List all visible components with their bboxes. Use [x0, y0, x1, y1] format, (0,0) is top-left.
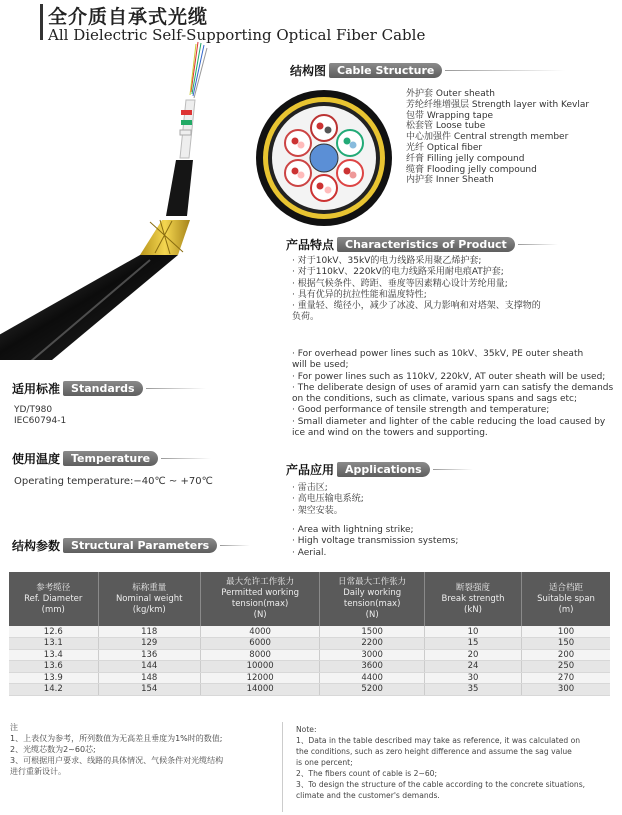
section-temperature: [12, 450, 211, 466]
part-outer-sheath: 外护套 Outer sheath: [406, 89, 495, 99]
table-cell: 20: [424, 649, 521, 661]
section-label-en: Standards: [63, 381, 143, 396]
list-item: · 高电压输电系统;: [292, 494, 364, 505]
inner-sheath: [166, 160, 193, 216]
table-cell: 4000: [200, 626, 319, 638]
title-accent-bar: [40, 4, 43, 40]
section-label-en: Structural Parameters: [63, 538, 217, 553]
col-permitted-tension: 最大允许工作张力 Permitted working tension(max) (N): [200, 572, 319, 626]
notes-heading: 注: [10, 723, 18, 732]
table-cell: 1500: [320, 626, 425, 638]
note-line: 2、光缆芯数为2~60芯;: [10, 745, 96, 754]
notes-divider: [282, 722, 283, 812]
standard-item: IEC60794-1: [14, 416, 67, 426]
page-title-cn: 全介质自承式光缆: [48, 6, 209, 28]
part-optical-fiber: 光纤 Optical fiber: [406, 142, 483, 153]
table-cell: 13.4: [9, 649, 98, 661]
page-title-en: All Dielectric Self-Supporting Optical Fiber Cable: [48, 26, 426, 44]
list-item: · High voltage transmission systems;: [292, 536, 459, 547]
list-item: 负荷。: [292, 312, 320, 323]
list-item: · For overhead power lines such as 10kV、35kV, PE outer sheath: [292, 349, 584, 359]
table-cell: 118: [98, 626, 200, 638]
table-cell: 270: [522, 672, 610, 684]
table-cell: 13.6: [9, 661, 98, 673]
table-row: [9, 638, 610, 650]
table-row: [9, 626, 610, 638]
section-label-cn: 结构参数: [12, 538, 61, 553]
table-cell: 30: [424, 672, 521, 684]
table-cell: 35: [424, 684, 521, 696]
section-label-cn: 结构图: [290, 63, 327, 78]
part-central-member: 中心加强件 Central strength member: [406, 132, 569, 143]
note-line: the conditions, such as zero height difference and assume the sag value: [296, 747, 572, 756]
standard-item: YD/T980: [14, 405, 53, 415]
table-cell: 3000: [320, 649, 425, 661]
list-item: · 重量轻、缆径小，减少了冰凌、风力影响和对塔架、支撑物的: [292, 301, 541, 312]
note-line: 进行重新设计。: [10, 767, 66, 776]
table-cell: 12000: [200, 672, 319, 684]
table-cell: 136: [98, 649, 200, 661]
table-cell: 13.1: [9, 638, 98, 650]
table-cell: 300: [522, 684, 610, 696]
list-item: · 具有优异的抗拉性能和温度特性;: [292, 289, 427, 300]
section-cable-structure: [290, 62, 565, 78]
list-item: · 对于110kV、220kV的电力线路采用耐电痕AT护套;: [292, 267, 504, 278]
table-cell: 13.9: [9, 672, 98, 684]
list-item: · Good performance of tensile strength and temperature;: [292, 405, 550, 416]
part-wrapping-tape: 包带 Wrapping tape: [406, 110, 494, 121]
section-label-en: Characteristics of Product: [337, 237, 515, 252]
applications-cn-list: [292, 483, 364, 517]
part-kevlar: 芳纶纤维增强层 Strength layer with Kevlar: [406, 99, 590, 110]
section-applications: [286, 461, 473, 477]
note-line: 3、可根据用户要求、线路的具体情况、气候条件对光缆结构: [10, 756, 224, 765]
notes-cn: [10, 722, 278, 777]
list-item: · For power lines such as 110kV, 220kV, AT outer sheath will be used;: [292, 371, 606, 382]
parameters-table: [9, 572, 610, 696]
section-characteristics: [286, 236, 558, 252]
section-label-en: Applications: [337, 462, 430, 477]
note-line: 3、To design the structure of the cable according to the concrete situations,: [296, 780, 586, 789]
table-cell: 150: [522, 638, 610, 650]
note-line: is one percent;: [296, 758, 353, 767]
list-item: · Small diameter and lighter of the cable reducing the load caused by: [292, 416, 606, 427]
note-line: climate and the customer's demands.: [296, 791, 440, 800]
list-item: · Aerial.: [292, 547, 327, 558]
col-weight: 标称重量 Nominal weight (kg/km): [98, 572, 200, 626]
table-row: [9, 672, 610, 684]
table-cell: 10000: [200, 661, 319, 673]
table-cell: 144: [98, 661, 200, 673]
table-cell: 14000: [200, 684, 319, 696]
note-line: 1、Data in the table described may take as reference, it was calculated on: [296, 736, 581, 745]
list-item: on the conditions, such as climate, various spans and sags etc;: [292, 394, 577, 405]
note-line: 1、上表仅为参考，所列数值为无高差且垂度为1%时的数值;: [10, 734, 223, 743]
notes-en: [296, 724, 616, 801]
table-header-row: [9, 572, 610, 626]
table-cell: 15: [424, 638, 521, 650]
list-item: ice and wind on the towers and supporting.: [292, 428, 488, 439]
table-cell: 100: [522, 626, 610, 638]
table-cell: 250: [522, 661, 610, 673]
col-break-strength: 断裂强度 Break strength (kN): [424, 572, 521, 626]
section-label-en: Cable Structure: [329, 63, 442, 78]
table-cell: 10: [424, 626, 521, 638]
central-strength-member: [310, 144, 338, 172]
standards-list: [14, 405, 66, 427]
outer-sheath: [0, 255, 178, 360]
characteristics-en-list: [292, 349, 613, 439]
table-cell: 148: [98, 672, 200, 684]
table-cell: 129: [98, 638, 200, 650]
table-cell: 24: [424, 661, 521, 673]
part-inner-sheath: 内护套 Inner Sheath: [406, 175, 494, 186]
table-cell: 6000: [200, 638, 319, 650]
table-cell: 200: [522, 649, 610, 661]
table-cell: 2200: [320, 638, 425, 650]
section-label-cn: 产品特点: [286, 237, 335, 252]
col-diameter: 参考缆径 Ref. Diameter (mm): [9, 572, 98, 626]
table-cell: 8000: [200, 649, 319, 661]
inner-tubes: [180, 100, 195, 158]
table-row: [9, 684, 610, 696]
list-item: · Area with lightning strike;: [292, 525, 414, 535]
col-daily-tension: 日常最大工作张力 Daily working tension(max) (N): [320, 572, 425, 626]
col-suitable-span: 适合档距 Suitable span (m): [522, 572, 610, 626]
list-item: will be used;: [292, 360, 349, 371]
table-row: [9, 661, 610, 673]
table-cell: 5200: [320, 684, 425, 696]
operating-temperature: Operating temperature:−40℃ ~ +70℃: [14, 476, 213, 487]
list-item: · The deliberate design of uses of aramid yarn can satisfy the demands: [292, 382, 614, 393]
part-flooding-jelly: 缆膏 Flooding jelly compound: [406, 164, 537, 175]
section-label-en: Temperature: [63, 451, 158, 466]
notes-heading: Note:: [296, 725, 317, 734]
list-item: · 雷击区;: [292, 483, 328, 493]
section-structural-parameters: [12, 537, 250, 553]
table-cell: 12.6: [9, 626, 98, 638]
cable-illustration: [0, 40, 250, 360]
section-label-cn: 使用温度: [12, 451, 61, 466]
table-cell: 3600: [320, 661, 425, 673]
section-label-cn: 适用标准: [12, 381, 61, 396]
list-item: · 根据气候条件、跨距、垂度等因素精心设计芳纶用量;: [292, 278, 508, 289]
characteristics-cn-list: [292, 256, 541, 324]
table-row: [9, 649, 610, 661]
structure-parts-list: [406, 89, 589, 186]
table-cell: 4400: [320, 672, 425, 684]
section-label-cn: 产品应用: [286, 462, 335, 477]
applications-en-list: [292, 525, 458, 559]
list-item: · 架空安装。: [292, 505, 343, 516]
fibers: [190, 42, 207, 98]
table-cell: 154: [98, 684, 200, 696]
list-item: · 对于10kV、35kV的电力线路采用聚乙烯护套;: [292, 256, 482, 266]
part-filling-jelly: 纤膏 Filling jelly compound: [406, 153, 525, 164]
table-cell: 14.2: [9, 684, 98, 696]
note-line: 2、The fibers count of cable is 2~60;: [296, 769, 438, 778]
section-standards: [12, 380, 206, 396]
cross-section-diagram: [254, 88, 394, 228]
part-loose-tube: 松套管 Loose tube: [406, 121, 486, 132]
